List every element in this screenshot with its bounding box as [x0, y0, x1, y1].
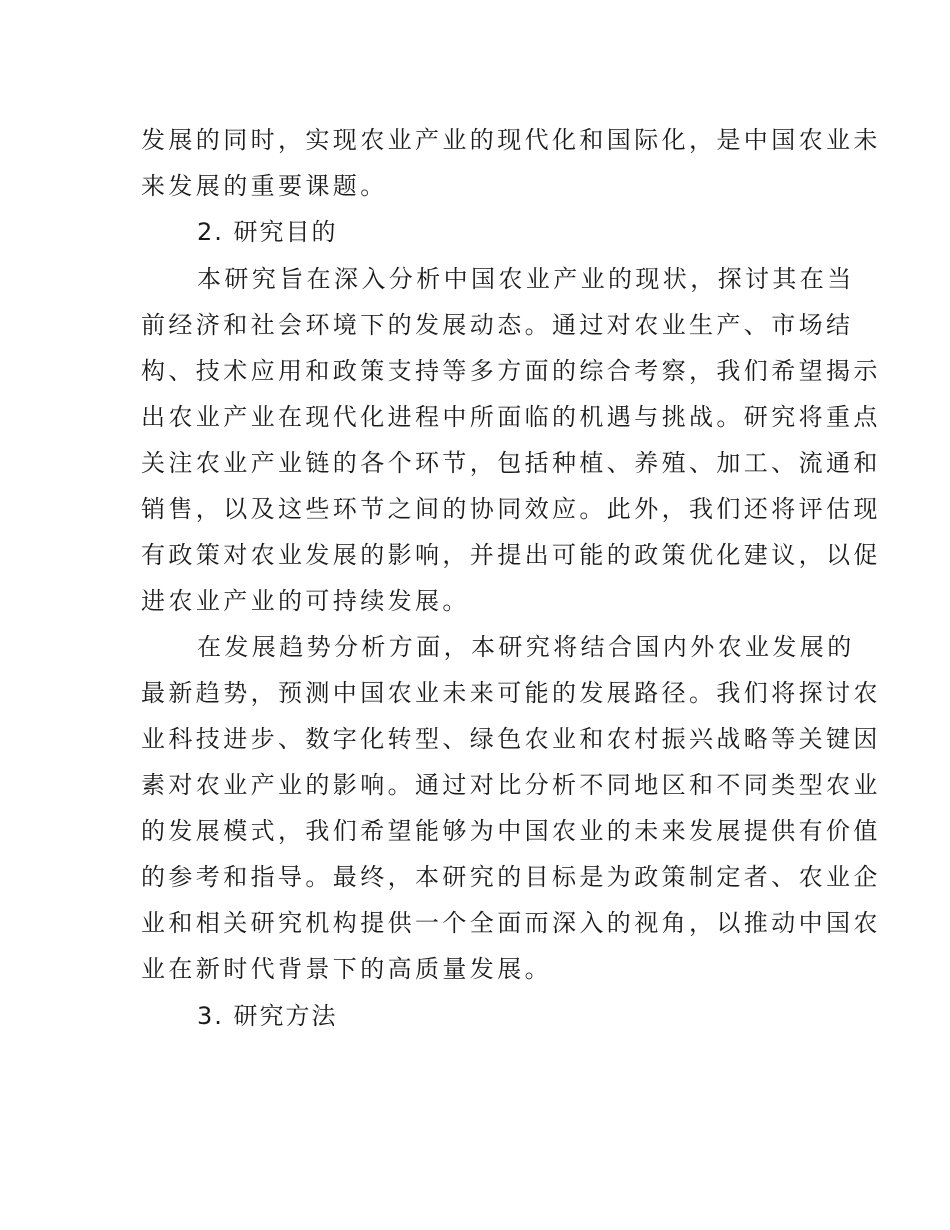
body-text-line: 的发展模式，我们希望能够为中国农业的未来发展提供有价值 — [141, 817, 881, 845]
body-text-line: 业和相关研究机构提供一个全面而深入的视角，以推动中国农 — [141, 909, 881, 937]
section-heading: 3. 研究方法 — [197, 1002, 338, 1030]
body-text-line: 素对农业产业的影响。通过对比分析不同地区和不同类型农业 — [141, 771, 881, 799]
body-text-line: 在发展趋势分析方面，本研究将结合国内外农业发展的 — [197, 633, 855, 661]
body-text-line: 来发展的重要课题。 — [141, 172, 388, 200]
body-text-line: 构、技术应用和政策支持等多方面的综合考察，我们希望揭示 — [141, 357, 881, 385]
body-text-line: 有政策对农业发展的影响，并提出可能的政策优化建议，以促 — [141, 541, 881, 569]
body-text-line: 的参考和指导。最终，本研究的目标是为政策制定者、农业企 — [141, 863, 881, 891]
body-text-line: 出农业产业在现代化进程中所面临的机遇与挑战。研究将重点 — [141, 403, 881, 431]
body-text-line: 最新趋势，预测中国农业未来可能的发展路径。我们将探讨农 — [141, 679, 881, 707]
body-text-line: 发展的同时，实现农业产业的现代化和国际化，是中国农业未 — [141, 126, 881, 154]
body-text-line: 关注农业产业链的各个环节，包括种植、养殖、加工、流通和 — [141, 449, 881, 477]
body-text-line: 业科技进步、数字化转型、绿色农业和农村振兴战略等关键因 — [141, 725, 881, 753]
body-text-line: 本研究旨在深入分析中国农业产业的现状，探讨其在当 — [197, 265, 855, 293]
body-text-line: 业在新时代背景下的高质量发展。 — [141, 955, 552, 983]
body-text-line: 进农业产业的可持续发展。 — [141, 587, 470, 615]
section-heading: 2. 研究目的 — [197, 218, 338, 246]
body-text-line: 前经济和社会环境下的发展动态。通过对农业生产、市场结 — [141, 311, 854, 339]
body-text-line: 销售，以及这些环节之间的协同效应。此外，我们还将评估现 — [141, 495, 881, 523]
